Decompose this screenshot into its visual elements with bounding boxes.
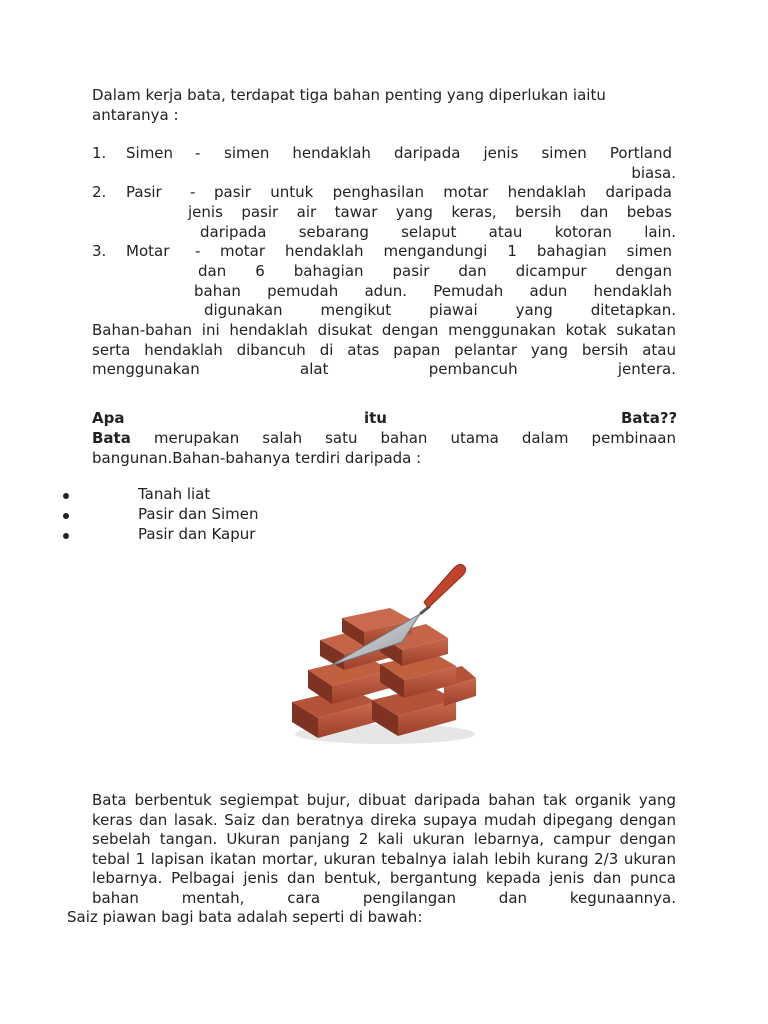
definition-paragraph	[92, 429, 676, 468]
list-text-line: biasa.	[631, 164, 676, 182]
heading-word: Apa	[92, 409, 125, 427]
list-item: Pasir dan Simen	[138, 505, 259, 523]
list-dash: -	[190, 183, 196, 201]
measure-paragraph: Bahan-bahan ini hendaklah disukat dengan menggunakan kotak sukatan serta hendaklah dibancuh di atas papan pelantar yang bersih atau menggunakan alat pembancuh jentera.	[92, 321, 676, 379]
list-number: 1.	[92, 144, 107, 162]
intro-paragraph: Dalam kerja bata, terdapat tiga bahan penting yang diperlukan iaitu antaranya :	[92, 86, 606, 124]
list-label: Motar	[126, 242, 170, 260]
bricks-with-trowel-icon	[280, 562, 490, 752]
list-text-line: digunakan mengikut piawai yang ditetapkan.	[204, 301, 676, 319]
bullet-dot	[63, 493, 69, 499]
definition-term: Bata	[92, 429, 131, 447]
list-text-line: jenis pasir air tawar yang keras, bersih dan bebas	[188, 203, 672, 221]
size-line: Saiz piawan bagi bata adalah seperti di bawah:	[67, 908, 423, 926]
definition-text: merupakan salah satu bahan utama dalam pembinaan bangunan.Bahan-bahanya terdiri daripada :	[92, 429, 676, 467]
list-dash: -	[195, 144, 201, 162]
list-text-line: motar hendaklah mengandungi 1 bahagian simen	[220, 242, 672, 260]
heading-word: itu	[364, 409, 387, 427]
list-text-line: pasir untuk penghasilan motar hendaklah daripada	[214, 183, 672, 201]
list-text-line: dan 6 bahagian pasir dan dicampur dengan	[198, 262, 672, 280]
list-item: Tanah liat	[138, 485, 211, 503]
list-item: Pasir dan Kapur	[138, 525, 256, 543]
heading-word: Bata??	[621, 409, 678, 427]
list-number: 3.	[92, 242, 107, 260]
list-text-line: daripada sebarang selaput atau kotoran lain.	[200, 223, 676, 241]
list-dash: -	[195, 242, 201, 260]
list-text-line: simen hendaklah daripada jenis simen Portland	[224, 144, 672, 162]
bullet-dot	[63, 513, 69, 519]
list-label: Simen	[126, 144, 174, 162]
description-paragraph: Bata berbentuk segiempat bujur, dibuat daripada bahan tak organik yang keras dan lasak. Saiz dan beratnya direka supaya mudah dipegang dengan sebelah tangan. Ukuran panjang 2 kali ukuran lebarnya, campur dengan tebal 1 lapisan ikatan mortar, ukuran tebalnya ialah lebih kurang 2/3 ukuran lebarnya. Pelbagai jenis dan bentuk, bergantung kepada jenis dan punca bahan mentah, cara pengilangan dan kegunaannya.	[92, 791, 676, 907]
bullet-dot	[63, 533, 69, 539]
list-number: 2.	[92, 183, 107, 201]
list-text-line: bahan pemudah adun. Pemudah adun hendaklah	[194, 282, 672, 300]
list-label: Pasir	[126, 183, 162, 201]
